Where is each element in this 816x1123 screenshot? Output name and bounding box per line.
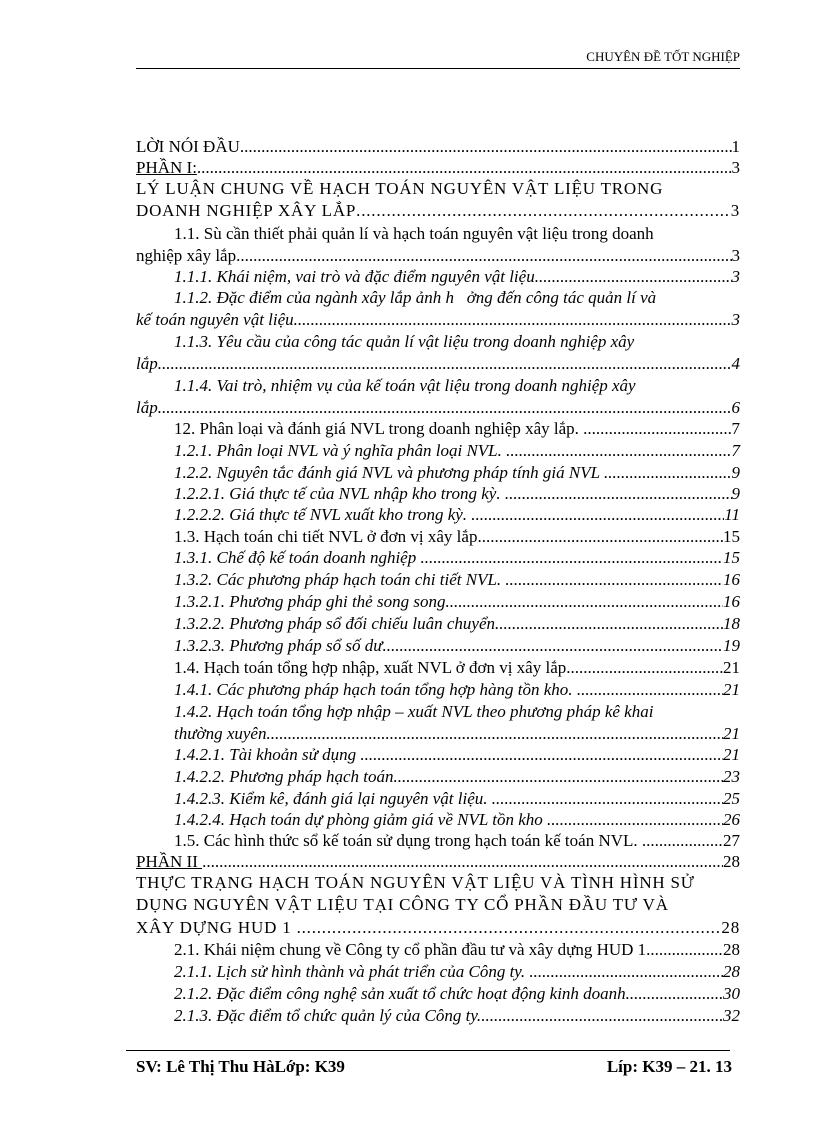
toc-entry[interactable]: 1.2.1. Phân loại NVL và ý nghĩa phân loại NVL. ..... 7	[136, 441, 740, 461]
toc-entry[interactable]: lắp. ..... 4	[136, 354, 740, 374]
footer-class: Líp: K39 – 21. 13	[606, 1057, 732, 1076]
toc-part-title: DỤNG NGUYÊN VẬT LIỆU TẠI CÔNG TY CỔ PHẦN ĐẦU TƯ VÀ	[136, 895, 669, 914]
toc-entry[interactable]: 1.3.2.2. Phương pháp sổ đối chiếu luân chuyển ..... 18	[136, 614, 740, 634]
toc-entry-line: 1.4.2. Hạch toán tổng hợp nhập – xuất NVL theo phương pháp kê khai	[174, 702, 654, 721]
toc-entry[interactable]: 12. Phân loại và đánh giá NVL trong doanh nghiệp xây lắp. ..... 7	[136, 419, 740, 439]
toc-entry[interactable]: 1.4.2.4. Hạch toán dự phòng giảm giá về NVL tồn kho ..... 26	[136, 810, 740, 830]
toc-entry[interactable]: 1.2.2. Nguyên tắc đánh giá NVL và phương pháp tính giá NVL ..... 9	[136, 463, 740, 483]
toc-entry[interactable]: 2.1.2. Đặc điểm công nghệ sản xuất tổ chức hoạt động kinh doanh. ..... 30	[136, 984, 740, 1004]
toc-entry[interactable]: 1.4.2.2. Phương pháp hạch toán. ..... 23	[136, 767, 740, 787]
toc-entry[interactable]: 2.1.1. Lịch sử hình thành và phát triển của Công ty. ..... 28	[136, 962, 740, 982]
footer-student: SV: Lê Thị Thu HàLớp: K39	[136, 1057, 345, 1076]
footer-rule	[126, 1050, 730, 1051]
toc-entry[interactable]: 1.3.2.3. Phương pháp sổ số dư ..... 19	[136, 636, 740, 656]
page-footer	[136, 1057, 732, 1077]
toc-entry[interactable]: 1.3.1. Chế độ kế toán doanh nghiệp ..... 15	[136, 548, 740, 568]
toc-entry[interactable]: 1.2.2.1. Giá thực tế của NVL nhập kho trong kỳ. ..... 9	[136, 484, 740, 504]
toc-entry[interactable]: 1.5. Các hình thức sổ kế toán sử dụng trong hạch toán kế toán NVL. ..... 27	[136, 831, 740, 851]
toc-entry[interactable]: 1.2.2.2. Giá thực tế NVL xuất kho trong kỳ. ..... 11	[136, 505, 740, 525]
toc-entry[interactable]: 1.4. Hạch toán tổng hợp nhập, xuất NVL ở đơn vị xây lắp. ..... 21	[136, 658, 740, 678]
toc-entry[interactable]: XÂY DỰNG HUD 1 ..... 28	[136, 918, 740, 938]
toc-entry[interactable]: 1.3. Hạch toán chi tiết NVL ở đơn vị xây lắp. ..... 15	[136, 527, 740, 547]
toc-entry[interactable]: lắp. ..... 6	[136, 398, 740, 418]
toc-entry[interactable]: kế toán nguyên vật liệu ..... 3	[136, 310, 740, 330]
toc-entry[interactable]: LỜI NÓI ĐẦU ..... 1	[136, 137, 740, 157]
toc-entry-line: 1.1.2. Đặc điểm của ngành xây lắp ảnh h ởng đến công tác quản lí và	[174, 288, 657, 307]
toc-entry[interactable]: thường xuyên. ..... 21	[136, 724, 740, 744]
toc-entry-line: 1.1.3. Yêu cầu của công tác quản lí vật liệu trong doanh nghiệp xây	[174, 332, 635, 351]
toc-entry[interactable]: PHẦN I: ..... 3	[136, 158, 740, 178]
toc-entry[interactable]: PHẦN II ..... 28	[136, 852, 740, 872]
toc-entry[interactable]: 2.1. Khái niệm chung về Công ty cổ phần đầu tư và xây dựng HUD 1 ..... 28	[136, 940, 740, 960]
toc-entry[interactable]: 1.4.2.3. Kiểm kê, đánh giá lại nguyên vật liệu. ..... 25	[136, 789, 740, 809]
page-header	[136, 48, 740, 69]
toc-entry[interactable]: 1.3.2.1. Phương pháp ghi thẻ song song ..... 16	[136, 592, 740, 612]
toc-entry[interactable]: DOANH NGHIỆP XÂY LẮP ..... 3	[136, 201, 740, 221]
toc-entry[interactable]: nghiệp xây lắp. ..... 3	[136, 246, 740, 266]
toc-entry[interactable]: 2.1.3. Đặc điểm tổ chức quản lý của Công ty. ..... 32	[136, 1006, 740, 1026]
toc-entry[interactable]: 1.3.2. Các phương pháp hạch toán chi tiết NVL. ..... 16	[136, 570, 740, 590]
toc-entry-line: 1.1.4. Vai trò, nhiệm vụ của kế toán vật liệu trong doanh nghiệp xây	[174, 376, 636, 395]
toc-entry[interactable]: 1.4.1. Các phương pháp hạch toán tổng hợp hàng tồn kho. ..... 21	[136, 680, 740, 700]
toc-entry[interactable]: 1.1.1. Khái niệm, vai trò và đặc điểm nguyên vật liệu. ..... 3	[136, 267, 740, 287]
toc-entry[interactable]: 1.4.2.1. Tài khoản sử dụng ..... 21	[136, 745, 740, 765]
toc-part-title: THỰC TRẠNG HẠCH TOÁN NGUYÊN VẬT LIỆU VÀ TÌNH HÌNH SỬ	[136, 873, 695, 892]
toc-part-title: LÝ LUẬN CHUNG VỀ HẠCH TOÁN NGUYÊN VẬT LIỆU TRONG	[136, 179, 664, 198]
toc-entry-line: 1.1. Sù cần thiết phải quản lí và hạch toán nguyên vật liệu trong doanh	[174, 224, 654, 243]
header-title: CHUYÊN ĐỀ TỐT NGHIỆP	[586, 49, 740, 64]
